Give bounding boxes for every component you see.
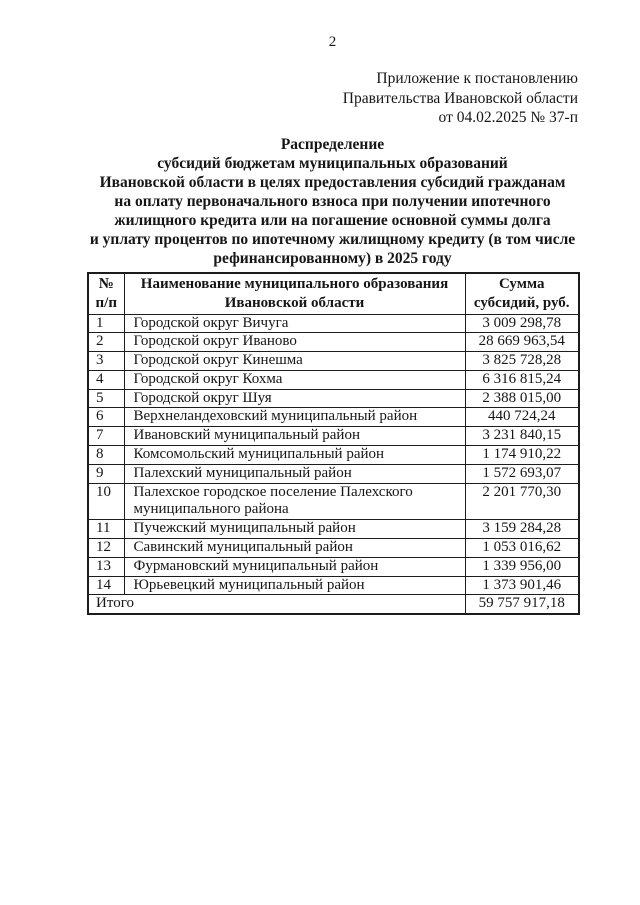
header-cell-name: Наименование муниципального образования Ивановской области — [124, 273, 465, 315]
municipality-name: Палехское городское поселение Палехского муниципального района — [124, 483, 465, 520]
header-cell-sum: Сумма субсидий, руб. — [465, 273, 579, 315]
row-number: 6 — [88, 408, 124, 427]
municipality-name: Палехский муниципальный район — [124, 464, 465, 483]
document-content — [87, 0, 578, 615]
subsidy-amount: 3 231 840,15 — [465, 427, 579, 446]
table-row — [88, 314, 579, 333]
page-number: 2 — [328, 34, 337, 50]
title-line: жилищного кредита или на погашение основной суммы долга — [114, 211, 551, 229]
subsidy-amount: 6 316 815,24 — [465, 370, 579, 389]
row-number: 10 — [88, 483, 124, 520]
row-number: 7 — [88, 427, 124, 446]
row-number: 5 — [88, 389, 124, 408]
subsidy-amount: 1 572 693,07 — [465, 464, 579, 483]
municipality-name: Верхнеландеховский муниципальный район — [124, 408, 465, 427]
subsidy-amount: 1 174 910,22 — [465, 446, 579, 465]
municipality-name: Городской округ Иваново — [124, 333, 465, 352]
title-line: на оплату первоначального взноса при получении ипотечного — [114, 192, 551, 210]
municipality-name: Ивановский муниципальный район — [124, 427, 465, 446]
title-line: Распределение — [280, 135, 385, 153]
table-row — [88, 333, 579, 352]
table-row — [88, 520, 579, 539]
municipality-name: Фурмановский муниципальный район — [124, 557, 465, 576]
table-row — [88, 427, 579, 446]
header-cell-number: № п/п — [88, 273, 124, 315]
municipality-name: Пучежский муниципальный район — [124, 520, 465, 539]
municipality-name: Савинский муниципальный район — [124, 539, 465, 558]
appendix-line: от 04.02.2025 № 37-п — [438, 109, 578, 126]
municipality-name: Юрьевецкий муниципальный район — [124, 576, 465, 595]
table-row — [88, 576, 579, 595]
table-row — [88, 446, 579, 465]
municipality-name: Городской округ Вичуга — [124, 314, 465, 333]
title-line: и уплату процентов по ипотечному жилищному кредиту (в том числе — [89, 230, 576, 248]
table-row — [88, 539, 579, 558]
table-row — [88, 370, 579, 389]
subsidies-table — [87, 272, 580, 616]
title-line: субсидий бюджетам муниципальных образований — [157, 154, 508, 172]
table-row — [88, 483, 579, 520]
table-row — [88, 408, 579, 427]
title-line: Ивановской области в целях предоставления субсидий гражданам — [99, 173, 566, 191]
row-number: 1 — [88, 314, 124, 333]
subsidy-amount: 1 053 016,62 — [465, 539, 579, 558]
row-number: 13 — [88, 557, 124, 576]
municipality-name: Городской округ Кинешма — [124, 352, 465, 371]
municipality-name: Городской округ Шуя — [124, 389, 465, 408]
table-row — [88, 557, 579, 576]
appendix-reference-block — [87, 69, 578, 128]
row-number: 12 — [88, 539, 124, 558]
subsidy-amount: 28 669 963,54 — [465, 333, 579, 352]
subsidy-amount: 2 388 015,00 — [465, 389, 579, 408]
subsidy-amount: 2 201 770,30 — [465, 483, 579, 520]
row-number: 2 — [88, 333, 124, 352]
total-label: Итого — [88, 595, 465, 614]
appendix-line: Приложение к постановлению — [376, 70, 578, 87]
municipality-name: Городской округ Кохма — [124, 370, 465, 389]
subsidy-amount: 3 825 728,28 — [465, 352, 579, 371]
table-total-row — [88, 595, 579, 614]
row-number: 11 — [88, 520, 124, 539]
appendix-line: Правительства Ивановской области — [342, 89, 578, 107]
table-row — [88, 464, 579, 483]
table-row — [88, 389, 579, 408]
row-number: 4 — [88, 370, 124, 389]
subsidy-amount: 3 159 284,28 — [465, 520, 579, 539]
title-line: рефинансированному) в 2025 году — [213, 249, 452, 267]
subsidy-amount: 1 373 901,46 — [465, 576, 579, 595]
table-row — [88, 352, 579, 371]
document-title — [87, 135, 578, 268]
row-number: 9 — [88, 464, 124, 483]
row-number: 14 — [88, 576, 124, 595]
municipality-name: Комсомольский муниципальный район — [124, 446, 465, 465]
row-number: 8 — [88, 446, 124, 465]
total-amount: 59 757 917,18 — [465, 595, 579, 614]
row-number: 3 — [88, 352, 124, 371]
subsidy-amount: 440 724,24 — [465, 408, 579, 427]
table-header-row — [88, 273, 579, 315]
subsidy-amount: 1 339 956,00 — [465, 557, 579, 576]
subsidy-amount: 3 009 298,78 — [465, 314, 579, 333]
